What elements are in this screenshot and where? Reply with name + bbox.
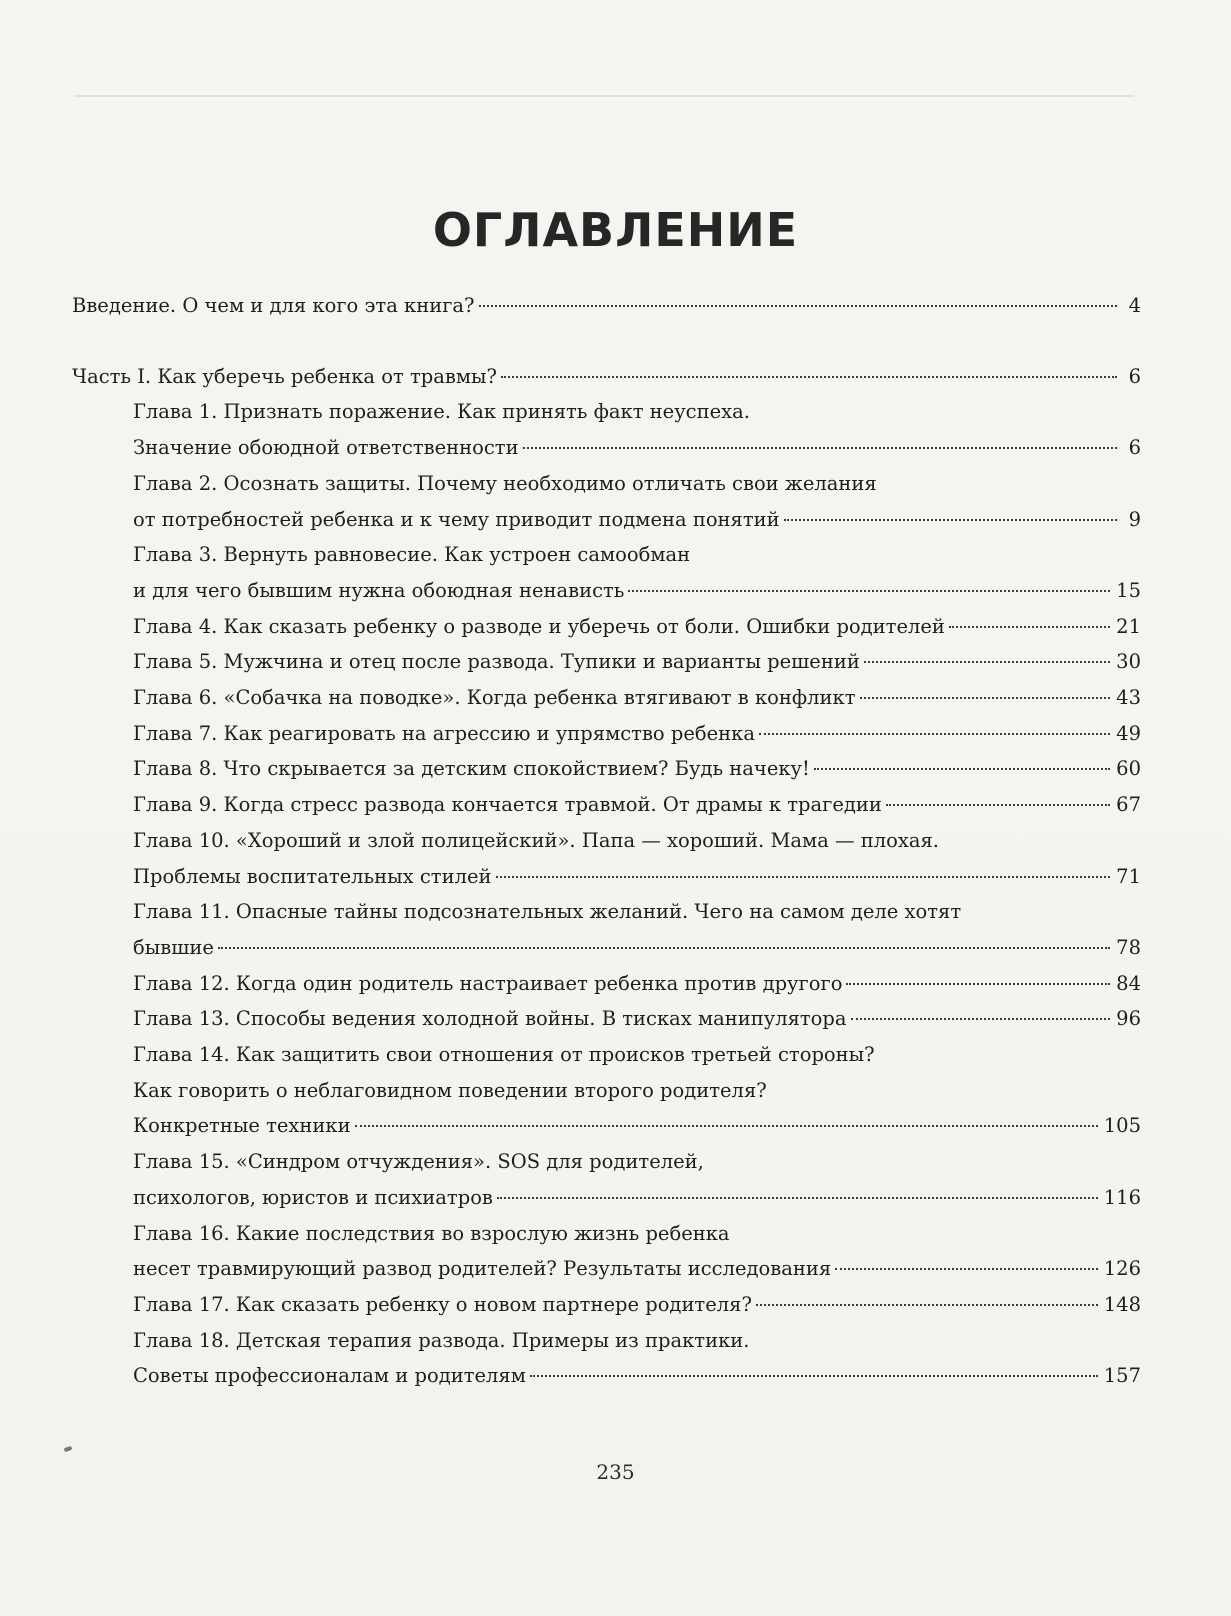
toc-entry: [72, 609, 1141, 645]
toc-page-number: 21: [1116, 614, 1141, 638]
dot-leader: [864, 661, 1110, 663]
toc-entry-last-line: [133, 751, 1141, 787]
toc-entry-last-line: [133, 930, 1141, 966]
dot-leader: [530, 1375, 1098, 1377]
toc-page-number: 43: [1116, 686, 1141, 710]
paper-speck: [64, 1446, 73, 1452]
toc-entry-text: Глава 12. Когда один родитель настраивает ребенка против другого: [133, 971, 843, 995]
toc-entry-text: Глава 13. Способы ведения холодной войны. В тисках манипулятора: [133, 1007, 847, 1031]
toc-entry-text: Как говорить о неблаговидном поведении второго родителя?: [133, 1078, 767, 1102]
toc-entry-last-line: [72, 288, 1141, 324]
toc-entry: [72, 1001, 1141, 1037]
toc-entry-last-line: [133, 430, 1141, 466]
toc-entry-text: Глава 14. Как защитить свои отношения от происков третьей стороны?: [133, 1043, 875, 1067]
dot-leader: [496, 876, 1111, 878]
toc-page-number: 148: [1103, 1292, 1141, 1316]
toc-entry-line: [133, 1216, 1141, 1252]
dot-leader: [835, 1268, 1098, 1270]
toc-entry-text: Глава 15. «Синдром отчуждения». SOS для родителей,: [133, 1150, 704, 1174]
toc-entry: [72, 1216, 1141, 1287]
dot-leader: [756, 1304, 1098, 1306]
toc-entry-line: [133, 1073, 1141, 1109]
toc-entry-text: Глава 9. Когда стресс развода кончается травмой. От драмы к трагедии: [133, 793, 882, 817]
toc-entry-text: от потребностей ребенка и к чему приводит подмена понятий: [133, 507, 780, 531]
toc-entry-last-line: [133, 966, 1141, 1002]
toc-entry-text: Часть I. Как уберечь ребенка от травмы?: [72, 364, 497, 388]
toc-entry-text: несет травмирующий развод родителей? Результаты исследования: [133, 1257, 832, 1281]
toc-entry-text: Глава 6. «Собачка на поводке». Когда ребенка втягивают в конфликт: [133, 686, 856, 710]
toc-entry-text: Проблемы воспитательных стилей: [133, 864, 492, 888]
toc-entry: [72, 394, 1141, 465]
toc-page-number: 4: [1128, 294, 1141, 317]
dot-leader: [501, 376, 1117, 378]
dot-leader: [814, 768, 1110, 770]
toc-entry: [72, 823, 1141, 894]
toc-entry-text: и для чего бывшим нужна обоюдная ненависть: [133, 578, 625, 602]
toc-entry-line: [133, 1144, 1141, 1180]
toc-entry-last-line: [133, 1251, 1141, 1287]
toc-entry-text: Глава 4. Как сказать ребенку о разводе и уберечь от боли. Ошибки родителей: [133, 614, 945, 638]
dot-leader: [886, 804, 1110, 806]
toc-entry-line: [133, 466, 1141, 502]
dot-leader: [784, 519, 1117, 521]
toc-entry: [72, 359, 1141, 395]
toc-entry-last-line: [133, 1358, 1141, 1394]
toc-entry-last-line: [133, 1287, 1141, 1323]
toc-page-number: 116: [1103, 1185, 1141, 1209]
toc-entry-text: Введение. О чем и для кого эта книга?: [72, 294, 475, 317]
toc-entry-text: Глава 17. Как сказать ребенку о новом партнере родителя?: [133, 1292, 752, 1316]
toc-entry-last-line: [133, 573, 1141, 609]
toc-entry-last-line: [133, 609, 1141, 645]
toc-page-number: 60: [1116, 757, 1141, 781]
toc-entry: [72, 1144, 1141, 1215]
toc-entry-last-line: [133, 787, 1141, 823]
show-through-rule: [74, 95, 1134, 97]
toc-entry-last-line: [72, 359, 1141, 395]
toc-entry-last-line: [133, 1001, 1141, 1037]
toc-entry: [72, 716, 1141, 752]
toc-entry-last-line: [133, 502, 1141, 538]
page-title: ОГЛАВЛЕНИЕ: [432, 203, 799, 257]
dot-leader: [355, 1125, 1098, 1127]
toc-entry: [72, 966, 1141, 1002]
toc-entry-text: Глава 2. Осознать защиты. Почему необходимо отличать свои желания: [133, 471, 877, 495]
toc-entry-last-line: [133, 1108, 1141, 1144]
toc-page-number: 15: [1116, 578, 1141, 602]
toc-entry-last-line: [133, 859, 1141, 895]
toc-entry-line: [133, 537, 1141, 573]
toc-entry-text: Значение обоюдной ответственности: [133, 436, 519, 460]
table-of-contents: [72, 288, 1141, 1394]
toc-entry-last-line: [133, 644, 1141, 680]
dot-leader: [497, 1197, 1098, 1199]
toc-entry: [72, 1287, 1141, 1323]
dot-leader: [851, 1018, 1111, 1020]
toc-page-number: 6: [1128, 436, 1141, 460]
toc-entry-last-line: [133, 680, 1141, 716]
dot-leader: [949, 626, 1110, 628]
toc-entry: [72, 537, 1141, 608]
toc-entry-text: Глава 16. Какие последствия во взрослую жизнь ребенка: [133, 1221, 730, 1245]
dot-leader: [523, 447, 1117, 449]
page-number: 235: [596, 1460, 635, 1484]
toc-page-number: 96: [1116, 1007, 1141, 1031]
toc-page-number: 157: [1103, 1364, 1141, 1388]
toc-entry-text: Глава 1. Признать поражение. Как принять факт неуспеха.: [133, 400, 750, 424]
toc-entry-text: Конкретные техники: [133, 1114, 351, 1138]
dot-leader: [479, 305, 1118, 307]
toc-page-number: 49: [1116, 721, 1141, 745]
dot-leader: [860, 697, 1111, 699]
toc-entry-line: [133, 823, 1141, 859]
toc-entry: [72, 787, 1141, 823]
toc-entry: [72, 1037, 1141, 1144]
toc-entry-line: [133, 894, 1141, 930]
toc-entry: [72, 466, 1141, 537]
dot-leader: [846, 983, 1110, 985]
toc-entry-text: Глава 5. Мужчина и отец после развода. Тупики и варианты решений: [133, 650, 860, 674]
toc-entry: [72, 751, 1141, 787]
toc-page-number: 30: [1116, 650, 1141, 674]
toc-page-number: 105: [1103, 1114, 1141, 1138]
toc-page-number: 9: [1128, 507, 1141, 531]
toc-entry: [72, 680, 1141, 716]
toc-entry-text: Глава 3. Вернуть равновесие. Как устроен самообман: [133, 543, 691, 567]
toc-entry-line: [133, 1323, 1141, 1359]
toc-entry-line: [133, 394, 1141, 430]
toc-entry-last-line: [133, 1180, 1141, 1216]
toc-entry-last-line: [133, 716, 1141, 752]
toc-entry-text: Советы профессионалам и родителям: [133, 1364, 526, 1388]
toc-entry: [72, 288, 1141, 324]
toc-entry-text: Глава 18. Детская терапия развода. Примеры из практики.: [133, 1328, 750, 1352]
toc-entry-text: Глава 7. Как реагировать на агрессию и упрямство ребенка: [133, 721, 755, 745]
toc-entry-text: психологов, юристов и психиатров: [133, 1185, 493, 1209]
dot-leader: [218, 947, 1110, 949]
toc-entry-text: Глава 8. Что скрывается за детским спокойствием? Будь начеку!: [133, 757, 810, 781]
toc-entry: [72, 1323, 1141, 1394]
toc-entry-text: бывшие: [133, 935, 214, 959]
toc-page-number: 78: [1116, 935, 1141, 959]
toc-page-number: 84: [1116, 971, 1141, 995]
dot-leader: [628, 590, 1110, 592]
toc-page-number: 6: [1128, 364, 1141, 388]
toc-page-number: 126: [1103, 1257, 1141, 1281]
toc-entry: [72, 644, 1141, 680]
dot-leader: [759, 733, 1110, 735]
toc-entry: [72, 894, 1141, 965]
toc-entry-text: Глава 11. Опасные тайны подсознательных желаний. Чего на самом деле хотят: [133, 900, 962, 924]
toc-page-number: 67: [1116, 793, 1141, 817]
toc-page-number: 71: [1116, 864, 1141, 888]
toc-entry-text: Глава 10. «Хороший и злой полицейский». Папа — хороший. Мама — плохая.: [133, 828, 939, 852]
toc-entry-line: [133, 1037, 1141, 1073]
